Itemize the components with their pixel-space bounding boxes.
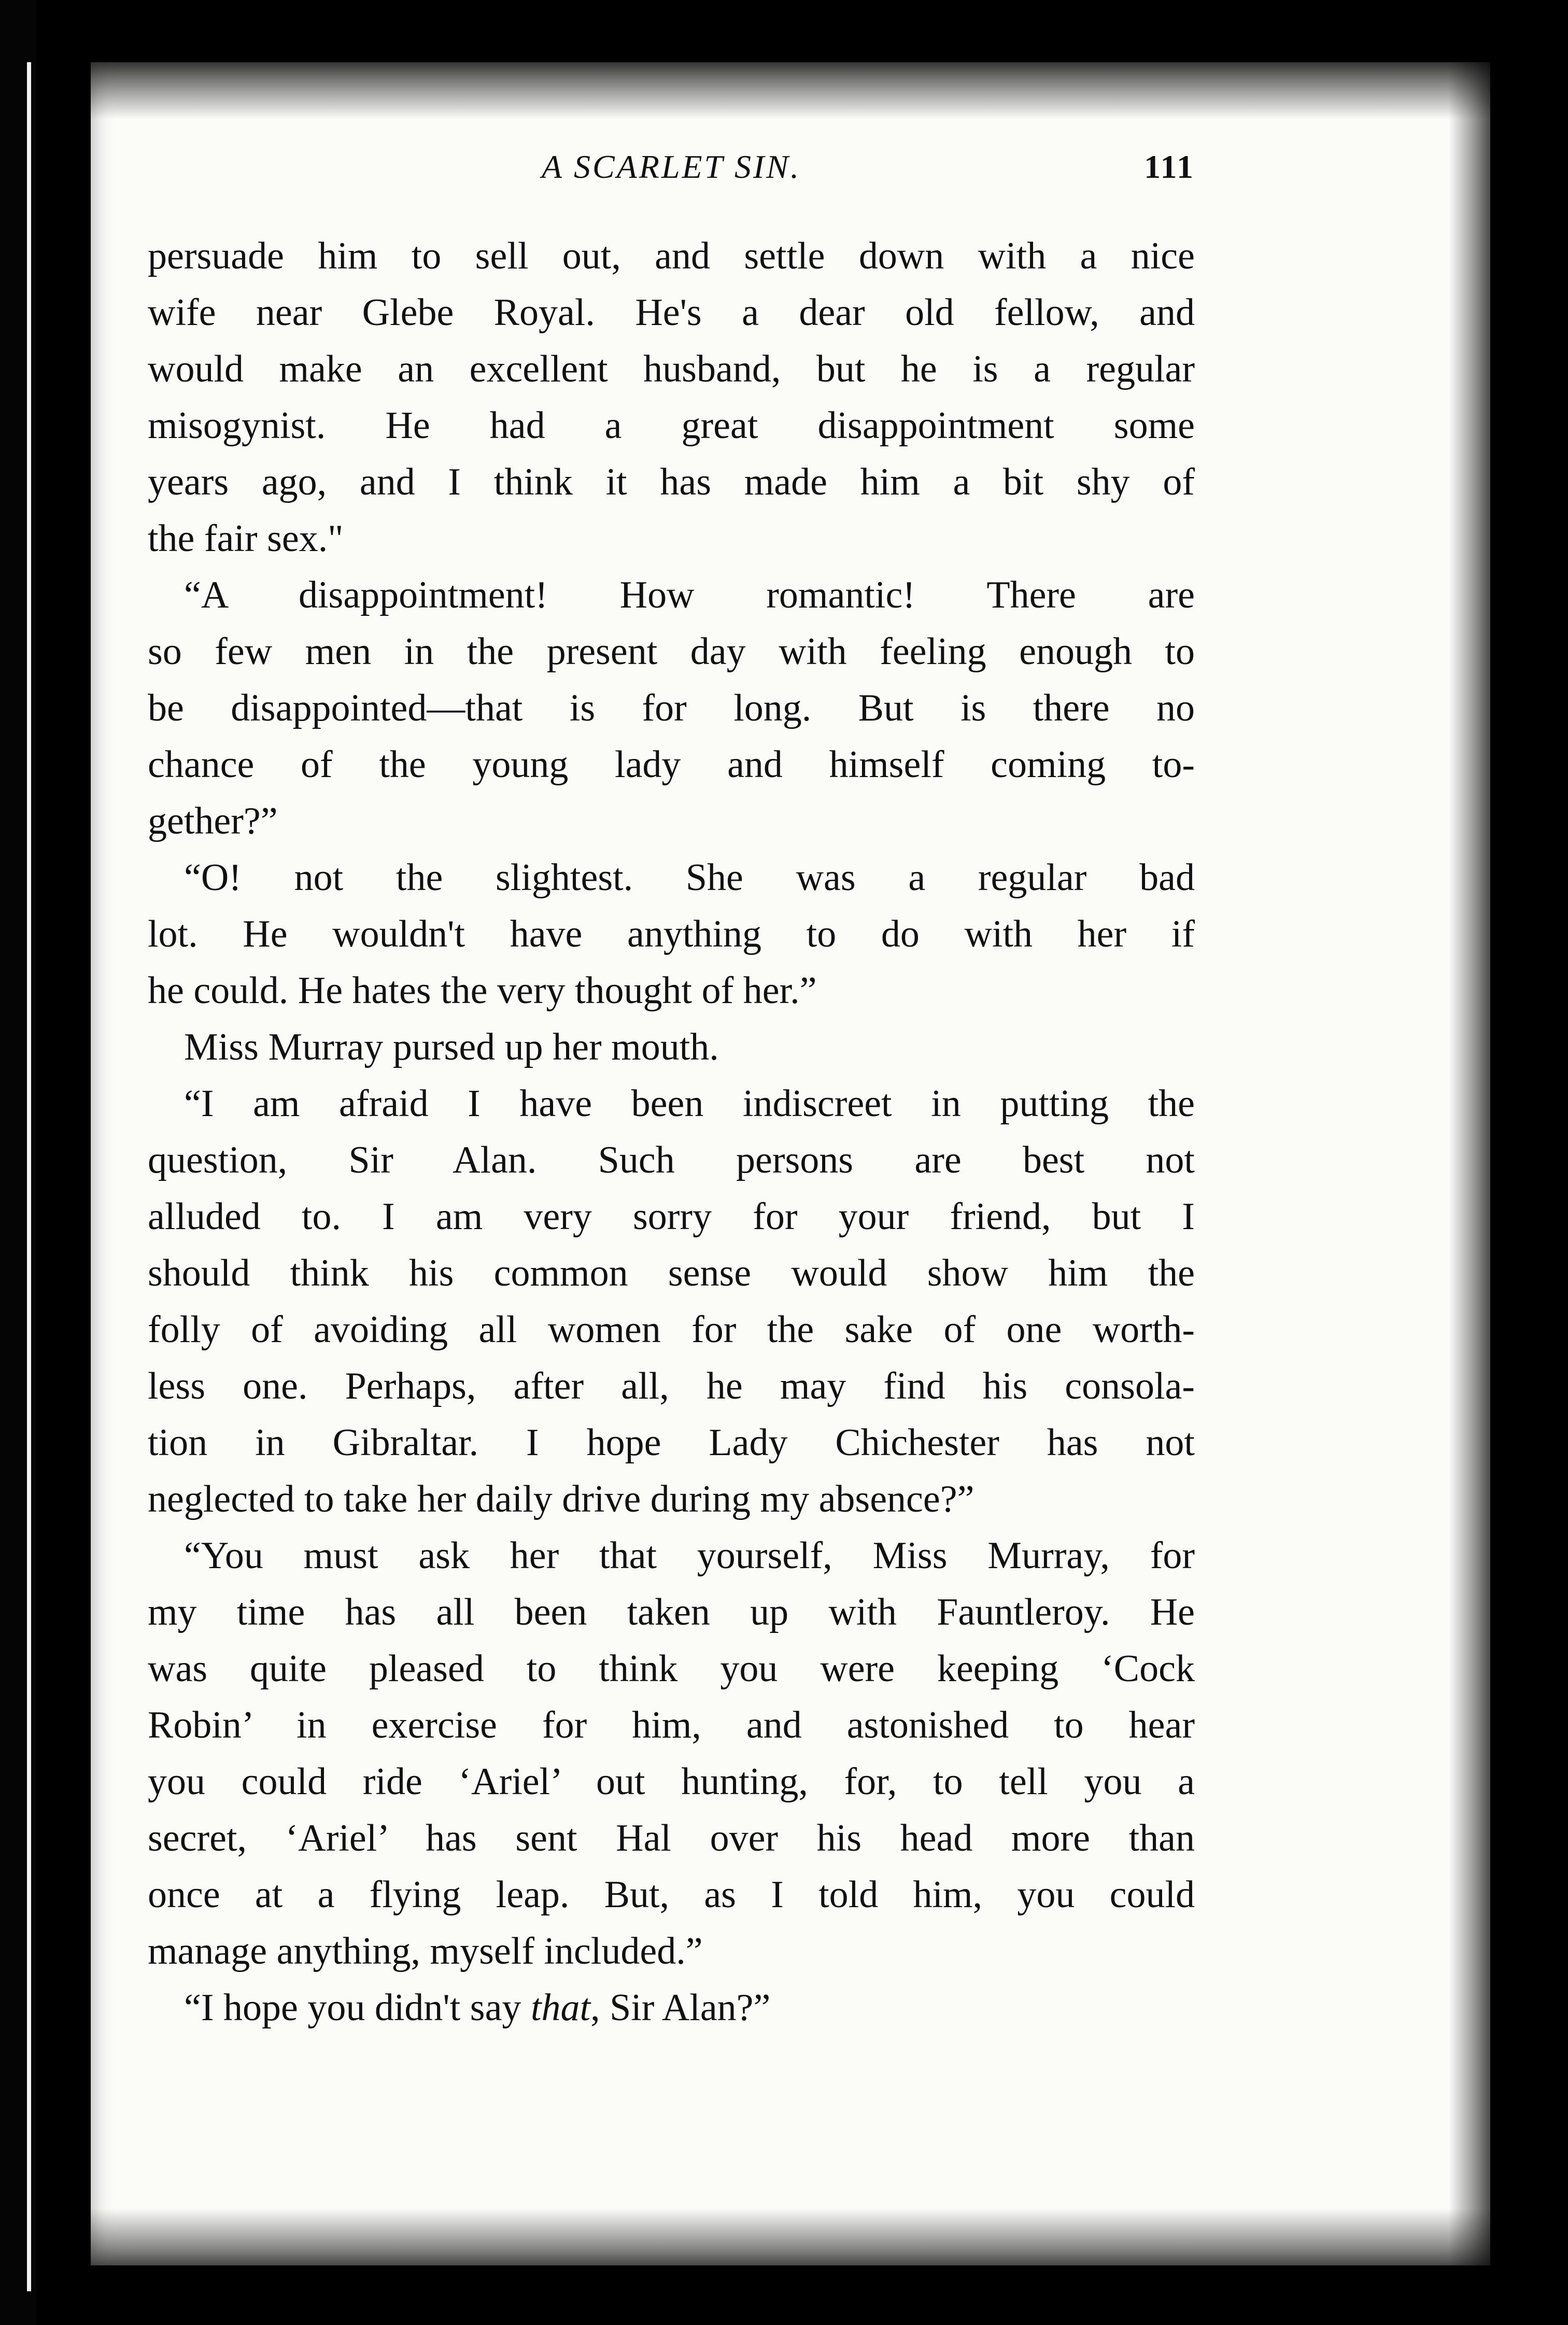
text-line: Miss Murray pursed up her mouth.: [184, 1026, 719, 1068]
text-line: tion in Gibraltar. I hope Lady Chichester has not: [148, 1421, 1195, 1464]
text-segment: , Sir Alan?”: [590, 1986, 771, 2029]
text-line: less one. Perhaps, after all, he may find his consola-: [148, 1365, 1195, 1407]
text-line: lot. He wouldn't have anything to do with her if: [148, 913, 1195, 955]
text-line: the fair sex.": [148, 517, 344, 560]
text-line: “O! not the slightest. She was a regular bad: [184, 856, 1195, 899]
spine-edge: [27, 62, 31, 2291]
text-line: once at a flying leap. But, as I told him, you could: [148, 1873, 1195, 1916]
text-line: misogynist. He had a great disappointment some: [148, 404, 1195, 447]
text-line: would make an excellent husband, but he is a regular: [148, 348, 1195, 390]
page-number: 111: [1144, 148, 1195, 185]
text-line: chance of the young lady and himself coming to-: [148, 743, 1195, 786]
text-line: wife near Glebe Royal. He's a dear old fellow, and: [148, 291, 1195, 334]
text-segment: “I hope you didn't say: [184, 1986, 531, 2029]
text-line-final: [148, 1980, 1195, 2036]
page-top-shadow: [91, 62, 1490, 119]
text-line: persuade him to sell out, and settle down with a nice: [148, 235, 1195, 277]
text-line: “I am afraid I have been indiscreet in putting the: [184, 1082, 1195, 1125]
text-line: alluded to. I am very sorry for your friend, but I: [148, 1195, 1195, 1238]
page-bottom-shadow: [91, 2208, 1490, 2265]
text-line: he could. He hates the very thought of her.”: [148, 969, 817, 1012]
text-line: secret, ‘Ariel’ has sent Hal over his head more than: [148, 1817, 1195, 1859]
text-line: be disappointed—that is for long. But is there no: [148, 687, 1195, 729]
text-line: should think his common sense would show him the: [148, 1252, 1195, 1294]
text-line: Robin’ in exercise for him, and astonished to hear: [148, 1704, 1195, 1746]
text-line: folly of avoiding all women for the sake of one worth-: [148, 1308, 1195, 1351]
text-line: manage anything, myself included.”: [148, 1930, 703, 1972]
text-line: my time has all been taken up with Fauntleroy. He: [148, 1591, 1195, 1633]
text-line: gether?”: [148, 800, 278, 842]
page-header: [148, 148, 1195, 200]
text-line: question, Sir Alan. Such persons are best not: [148, 1139, 1195, 1181]
italic-word: that: [530, 1986, 591, 2029]
text-line: you could ride ‘Ariel’ out hunting, for, to tell you a: [148, 1760, 1195, 1803]
text-line: years ago, and I think it has made him a bit shy of: [148, 461, 1195, 503]
text-line: so few men in the present day with feeling enough to: [148, 630, 1195, 673]
text-line: “You must ask her that yourself, Miss Murray, for: [184, 1534, 1195, 1577]
text-line: “A disappointment! How romantic! There are: [184, 574, 1195, 616]
running-title: A SCARLET SIN.: [542, 148, 801, 185]
body-text: [148, 228, 1195, 2036]
page-right-shadow: [1449, 0, 1568, 2325]
text-line: neglected to take her daily drive during my absence?”: [148, 1478, 974, 1520]
text-line: was quite pleased to think you were keeping ‘Cock: [148, 1647, 1195, 1690]
